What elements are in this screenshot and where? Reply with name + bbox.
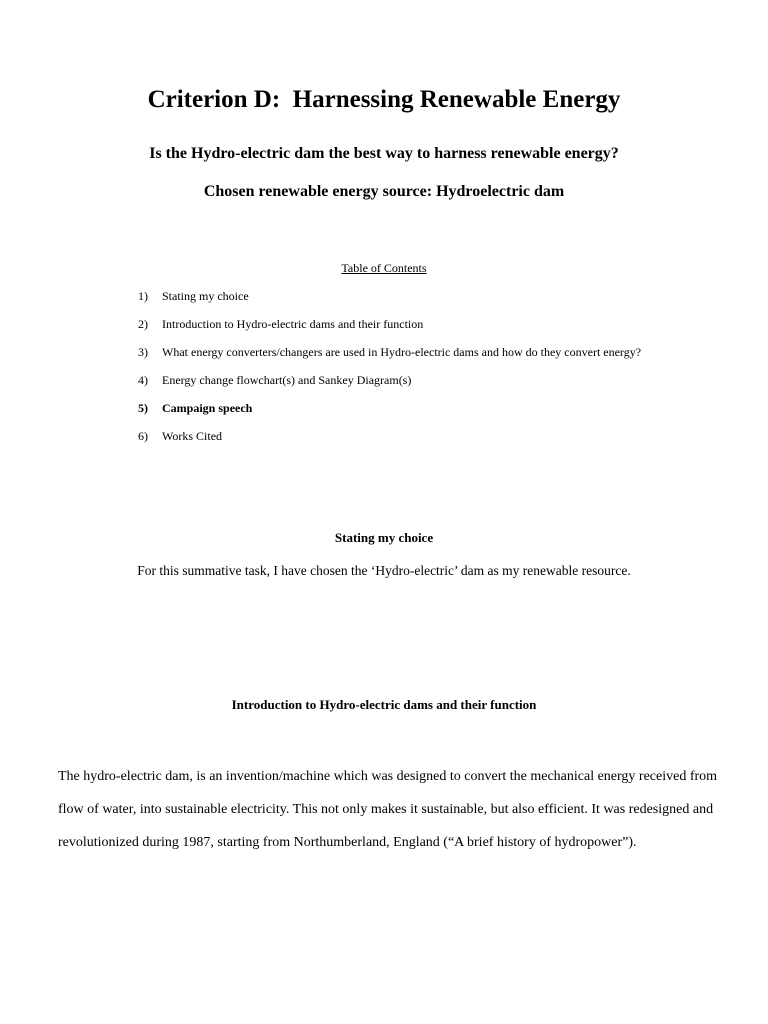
toc-item (0, 345, 700, 373)
research-question: Is the Hydro-electric dam the best way to harness renewable energy? (149, 145, 619, 162)
table-of-contents (0, 289, 700, 457)
section-heading-choice: Stating my choice (334, 530, 434, 545)
toc-number: 2) (138, 317, 148, 331)
toc-heading: Table of Contents (341, 261, 427, 275)
toc-number: 5) (138, 401, 148, 415)
toc-item (0, 289, 700, 317)
toc-item (0, 373, 700, 401)
toc-item (0, 317, 700, 345)
section-heading-intro: Introduction to Hydro-electric dams and their function (231, 697, 537, 712)
toc-label: Stating my choice (162, 289, 249, 303)
toc-number: 1) (138, 289, 148, 303)
toc-number: 4) (138, 373, 148, 387)
toc-label: What energy converters/changers are used in Hydro-electric dams and how do they convert energy? (162, 345, 642, 359)
toc-label: Energy change flowchart(s) and Sankey Diagram(s) (162, 373, 412, 387)
intro-paragraph: The hydro-electric dam, is an invention/machine which was designed to convert the mechanical energy received from flow of water, into sustainable electricity. This not only makes it sustainable, but also efficient. It was redesigned and revolutionized during 1987, starting from Northumberland, England (“A brief history of hydropower”). (58, 769, 718, 850)
chosen-source: Chosen renewable energy source: Hydroelectric dam (203, 183, 565, 200)
toc-label: Campaign speech (162, 401, 253, 415)
toc-number: 6) (138, 429, 148, 443)
toc-number: 3) (138, 345, 148, 359)
toc-label: Works Cited (162, 429, 223, 443)
toc-item (0, 401, 700, 429)
toc-item (0, 429, 700, 457)
choice-paragraph: For this summative task, I have chosen the ‘Hydro-electric’ dam as my renewable resource. (137, 563, 631, 578)
toc-label: Introduction to Hydro-electric dams and their function (162, 317, 424, 331)
document-title: Criterion D: Harnessing Renewable Energy (147, 86, 621, 113)
